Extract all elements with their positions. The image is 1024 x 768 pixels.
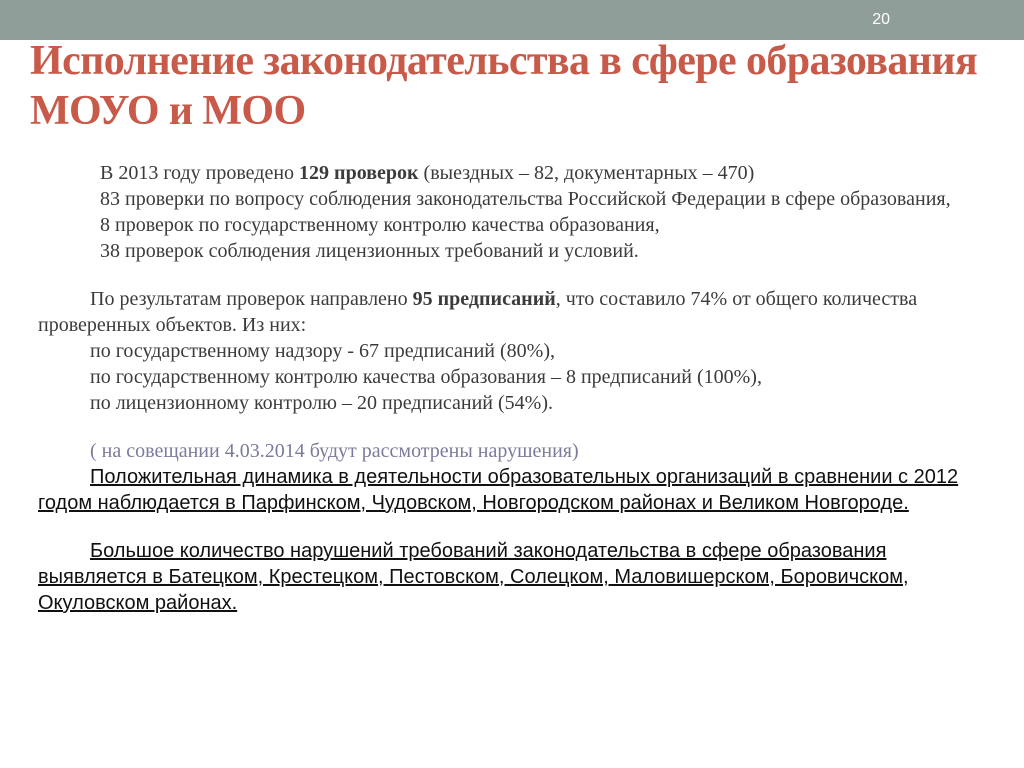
checks-licensing: 38 проверок соблюдения лицензионных требований и условий.: [100, 240, 639, 262]
checks-summary: [38, 160, 983, 186]
spacer: [38, 264, 983, 286]
page-title: Исполнение законодательства в сфере образования МОУО и МОО: [30, 38, 978, 134]
results-supervision: по государственному надзору - 67 предписаний (80%),: [90, 340, 555, 362]
header-bar: [0, 0, 1024, 40]
checks-legislation: 83 проверки по вопросу соблюдения законодательства Российской Федерации в сфере образования,: [100, 188, 951, 210]
results-quality-control: по государственному контролю качества образования – 8 предписаний (100%),: [90, 366, 762, 388]
prescriptions-count: 95 предписаний: [412, 288, 556, 310]
results-license-control: по лицензионному контролю – 20 предписаний (54%).: [90, 392, 553, 414]
slide-number: 20: [872, 11, 890, 28]
results-intro-text: По результатам проверок направлено: [90, 288, 413, 310]
results-intro: [38, 286, 983, 338]
checks-summary-text: В 2013 году проведено: [100, 162, 300, 184]
results-intro-rest: , что составило 74% от общего количества проверенных объектов. Из них:: [38, 288, 918, 336]
checks-breakdown: (выездных – 82, документарных – 470): [418, 162, 755, 184]
violations-summary: Большое количество нарушений требований законодательства в сфере образования выявляется в Батецком, Крестецком, Пестовском, Солецком, Маловишерском, Боровичском, Окуловском районах.: [38, 540, 909, 614]
spacer: [38, 416, 983, 438]
spacer: [38, 516, 983, 538]
checks-quality: 8 проверок по государственному контролю качества образования,: [100, 214, 660, 236]
meeting-note: ( на совещании 4.03.2014 будут рассмотрены нарушения): [90, 440, 579, 462]
positive-dynamics: Положительная динамика в деятельности образовательных организаций в сравнении с 2012 годом наблюдается в Парфинском, Чудовском, Новгородском районах и Великом Новгороде.: [38, 466, 959, 514]
slide-body: [38, 160, 983, 616]
checks-count: 129 проверок: [299, 162, 419, 184]
